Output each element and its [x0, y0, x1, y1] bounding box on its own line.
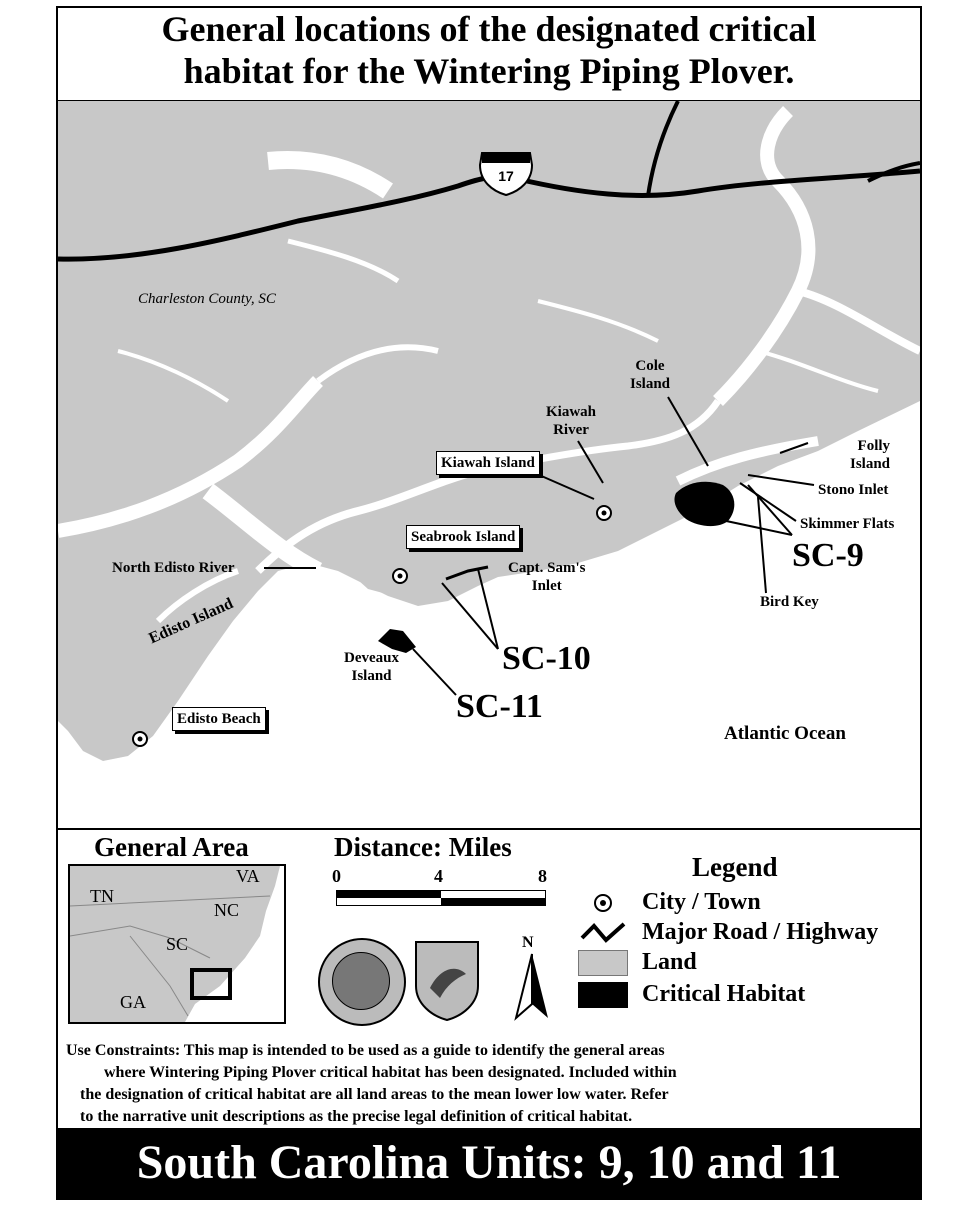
- cole-island-label: Cole Island: [630, 358, 671, 392]
- general-area-inset: [68, 864, 286, 1024]
- city-town-icon: [578, 890, 628, 916]
- north-label: N: [522, 934, 534, 951]
- fish-wildlife-service-emblem: [412, 938, 482, 1022]
- atlantic-ocean-label: Atlantic Ocean: [724, 723, 846, 744]
- scale-tick-4: 4: [434, 866, 443, 886]
- state-tn-label: TN: [90, 886, 114, 906]
- map-title: [58, 8, 920, 102]
- state-ga-label: GA: [120, 992, 146, 1012]
- use-constraints-text: Use Constraints: This map is intended to be used as a guide to identify the general areas where Wintering Piping Plover critical habitat has been designated. Included within the designation of critical habitat are all land areas to the mean lower low water. Refer to the narrative unit descriptions as the precise legal definition of critical habitat.: [66, 1042, 677, 1125]
- state-va-label: VA: [236, 866, 260, 886]
- habitat-swatch: [578, 982, 628, 1008]
- road-icon: [578, 920, 628, 946]
- county-label: Charleston County, SC: [138, 291, 276, 307]
- unit-sc9-label: SC-9: [792, 537, 864, 574]
- title-line-1: General locations of the designated critical: [161, 9, 817, 49]
- unit-sc11-label: SC-11: [456, 688, 543, 725]
- skimmer-flats-label: Skimmer Flats: [800, 516, 895, 532]
- general-area-heading: General Area: [94, 832, 249, 862]
- edisto-beach-town-label: Edisto Beach: [172, 707, 266, 731]
- north-arrow-icon: [512, 952, 552, 1022]
- capt-sams-inlet-label: Capt. Sam's Inlet: [508, 560, 586, 594]
- kiawah-river-label: Kiawah River: [546, 404, 597, 438]
- north-edisto-river-label: North Edisto River: [112, 560, 235, 576]
- land-swatch: [578, 950, 628, 976]
- state-nc-label: NC: [214, 900, 240, 920]
- map-area: [58, 101, 920, 830]
- scale-tick-8: 8: [538, 866, 547, 886]
- distance-heading: Distance: Miles: [334, 832, 512, 862]
- folly-island-label: Folly Island: [850, 438, 891, 472]
- scale-tick-0: 0: [332, 866, 341, 886]
- bird-key-label: Bird Key: [760, 594, 819, 610]
- deveaux-island-label: Deveaux Island: [344, 650, 399, 684]
- unit-sc10-label: SC-10: [502, 640, 591, 677]
- habitat-sc9: [674, 482, 734, 526]
- kiawah-island-town-label: Kiawah Island: [436, 451, 540, 475]
- edisto-island-label: Edisto Island: [146, 595, 236, 648]
- units-banner: South Carolina Units: 9, 10 and 11: [58, 1128, 920, 1198]
- legend-heading: Legend: [692, 852, 778, 882]
- shield-number: 17: [498, 168, 514, 184]
- seabrook-island-town-label: Seabrook Island: [406, 525, 520, 549]
- state-sc-label: SC: [166, 934, 189, 954]
- interior-department-seal: [318, 938, 406, 1026]
- stono-inlet-label: Stono Inlet: [818, 482, 889, 498]
- title-line-2: habitat for the Wintering Piping Plover.: [183, 51, 795, 91]
- scale-bar: [336, 890, 546, 906]
